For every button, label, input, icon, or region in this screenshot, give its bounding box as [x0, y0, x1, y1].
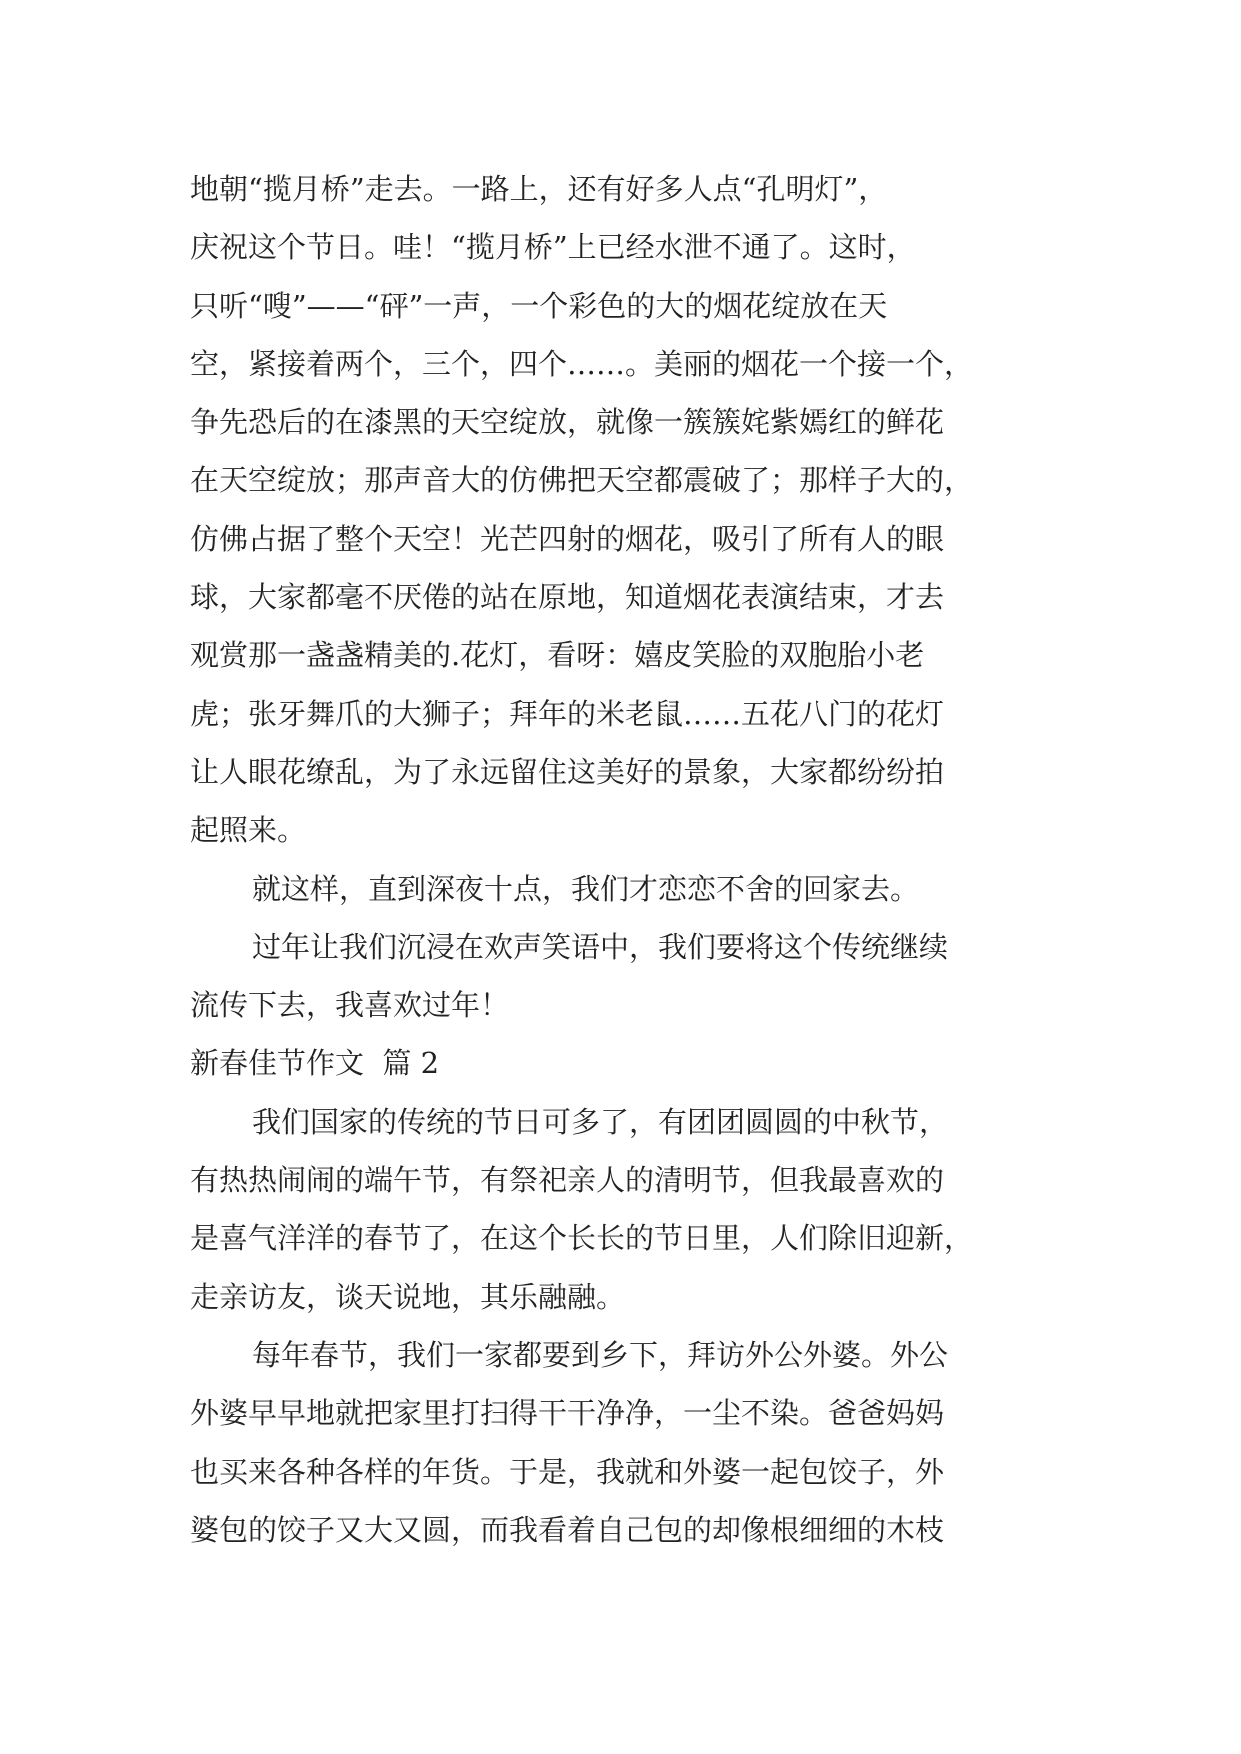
text-line: 有热热闹闹的端午节，有祭祀亲人的清明节，但我最喜欢的 — [190, 1163, 945, 1198]
text-line: 只听“嗖”——“砰”一声，一个彩色的大的烟花绽放在天 — [190, 288, 888, 323]
text-line: 是喜气洋洋的春节了，在这个长长的节日里，人们除旧迎新， — [190, 1221, 974, 1256]
paragraph-start-line: 每年春节，我们一家都要到乡下，拜访外公外婆。外公 — [252, 1337, 949, 1372]
text-line: 在天空绽放；那声音大的仿佛把天空都震破了；那样子大的， — [190, 463, 974, 498]
text-line: 也买来各种各样的年货。于是，我就和外婆一起包饺子，外 — [190, 1454, 945, 1489]
text-line: 流传下去，我喜欢过年！ — [190, 988, 510, 1023]
paragraph-start-line: 过年让我们沉浸在欢声笑语中，我们要将这个传统继续 — [252, 929, 949, 964]
text-line: 空，紧接着两个，三个，四个……。美丽的烟花一个接一个， — [190, 346, 974, 381]
text-line: 观赏那一盏盏精美的.花灯，看呀：嬉皮笑脸的双胞胎小老 — [190, 638, 925, 673]
text-line: 虎；张牙舞爪的大狮子；拜年的米老鼠……五花八门的花灯 — [190, 696, 945, 731]
text-line: 庆祝这个节日。哇！“揽月桥”上已经水泄不通了。这时， — [190, 230, 916, 265]
text-line: 地朝“揽月桥”走去。一路上，还有好多人点“孔明灯”， — [190, 172, 888, 206]
text-line: 球，大家都毫不厌倦的站在原地，知道烟花表演结束，才去 — [190, 580, 945, 615]
text-line: 让人眼花缭乱，为了永远留住这美好的景象，大家都纷纷拍 — [190, 754, 945, 789]
text-line: 婆包的饺子又大又圆，而我看着自己包的却像根细细的木枝 — [190, 1512, 945, 1547]
document-body — [190, 160, 1070, 1559]
text-line: 外婆早早地就把家里打扫得干干净净，一尘不染。爸爸妈妈 — [190, 1396, 945, 1431]
text-line: 争先恐后的在漆黑的天空绽放，就像一簇簇姹紫嫣红的鲜花 — [190, 405, 945, 440]
paragraph-start-line: 就这样，直到深夜十点，我们才恋恋不舍的回家去。 — [252, 871, 920, 906]
paragraph-start-line: 我们国家的传统的节日可多了，有团团圆圆的中秋节， — [252, 1104, 949, 1139]
text-line: 仿佛占据了整个天空！光芒四射的烟花，吸引了所有人的眼 — [190, 521, 945, 556]
text-line: 走亲访友，谈天说地，其乐融融。 — [190, 1279, 626, 1314]
section-heading: 新春佳节作文 篇 2 — [190, 1046, 440, 1081]
text-line: 起照来。 — [190, 813, 307, 848]
